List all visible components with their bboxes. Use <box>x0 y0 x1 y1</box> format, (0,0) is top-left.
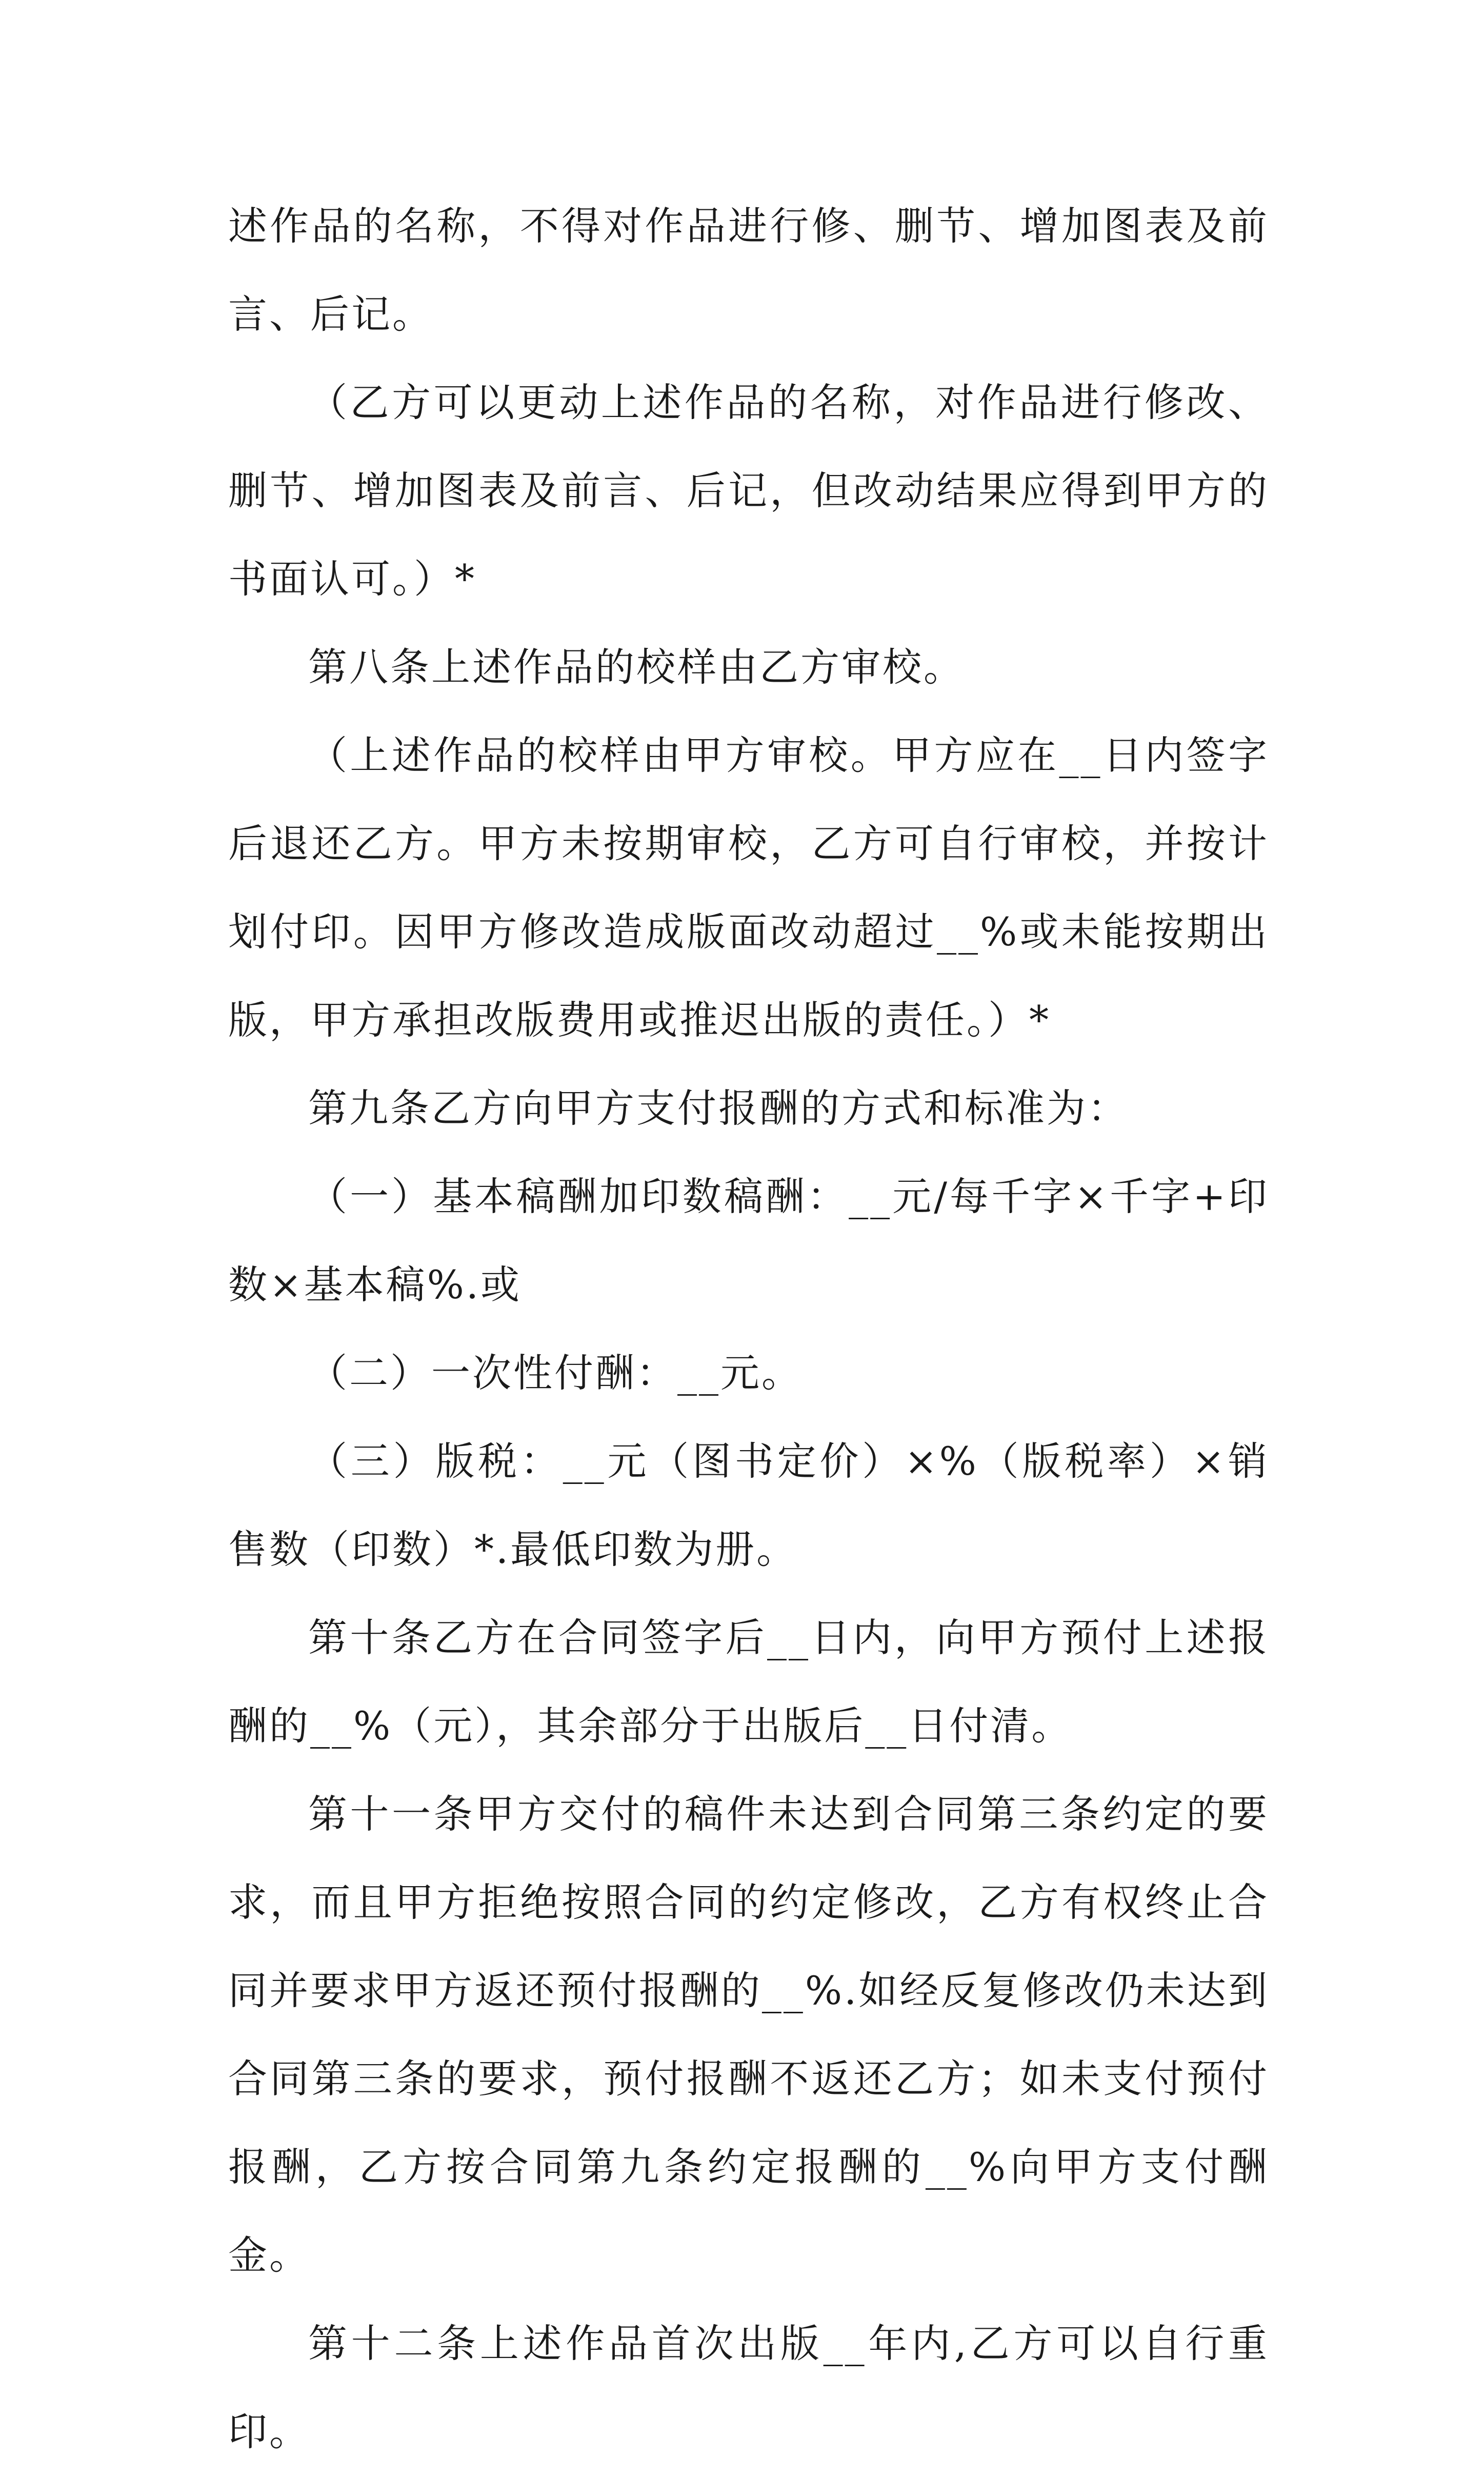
document-body <box>228 182 1269 2476</box>
paragraph-article-9: 第九条乙方向甲方支付报酬的方式和标准为： <box>308 1085 1129 1131</box>
paragraph-article-9-item-3: （三）版税：__元（图书定价）×%（版税率）×销售数（印数）*.最低印数为册。 <box>228 1438 1269 1572</box>
paragraph-article-11: 第十一条甲方交付的稿件未达到合同第三条约定的要求，而且甲方拒绝按照合同的约定修改，乙方有权终止合同并要求甲方返还预付报酬的__%.如经反复修改仍未达到合同第三条的要求，预付报酬不返还乙方；如未支付预付报酬，乙方按合同第九条约定报酬的__%向甲方支付酬金。 <box>228 1791 1269 2278</box>
paragraph-article-8: 第八条上述作品的校样由乙方审校。 <box>308 644 965 690</box>
paragraph-alt-clause-8: （上述作品的校样由甲方审校。甲方应在__日内签字后退还乙方。甲方未按期审校，乙方可自行审校，并按计划付印。因甲方修改造成版面改动超过__%或未能按期出版，甲方承担改版费用或推迟出版的责任。）* <box>228 732 1269 1043</box>
paragraph-article-12: 第十二条上述作品首次出版__年内,乙方可以自行重印。 <box>228 2321 1269 2454</box>
paragraph-alt-clause-7: （乙方可以更动上述作品的名称，对作品进行修改、删节、增加图表及前言、后记，但改动结果应得到甲方的书面认可。）* <box>228 380 1269 602</box>
paragraph-article-10: 第十条乙方在合同签字后__日内，向甲方预付上述报酬的__%（元），其余部分于出版后__日付清。 <box>228 1615 1269 1749</box>
paragraph-article-9-item-1: （一）基本稿酬加印数稿酬：__元/每千字×千字+印数×基本稿%.或 <box>228 1174 1269 1308</box>
paragraph-continuation: 述作品的名称，不得对作品进行修、删节、增加图表及前言、后记。 <box>228 203 1269 337</box>
paragraph-article-9-item-2: （二）一次性付酬：__元。 <box>308 1350 803 1396</box>
